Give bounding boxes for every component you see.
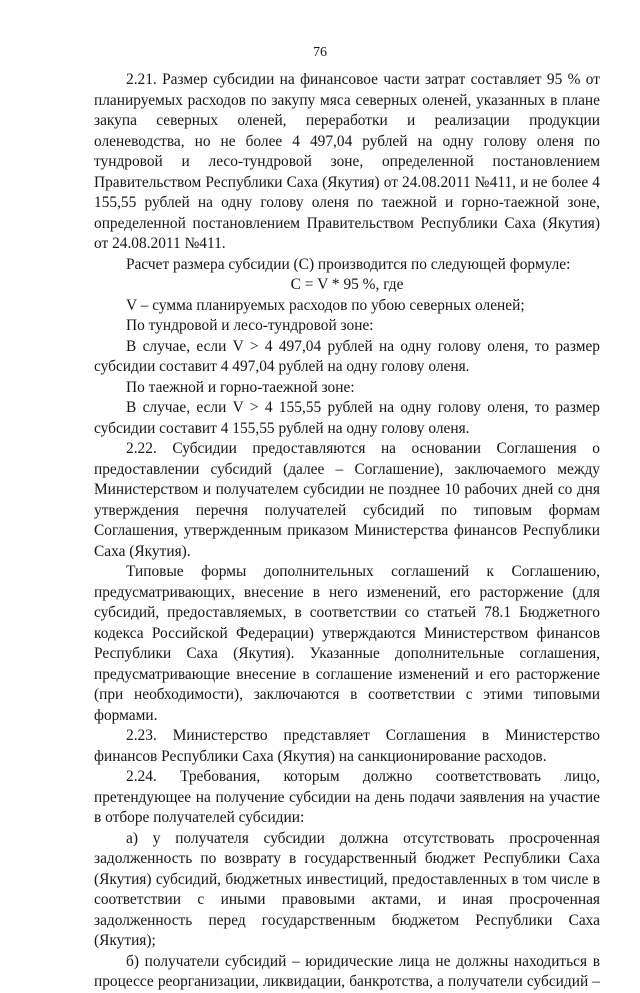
page-number: 76 (313, 45, 327, 60)
paragraph-typical-forms: Типовые формы дополнительных соглашений к Соглашению, предусматривающих, внесение в него изменений, его расторжение (для субсидий, предоставляемых, в соответствии со статьей 78.1 Бюджетного кодекса Российской Федерации) утверждаются Министерством финансов Республики Саха (Якутия). Указанные дополнительные соглашения, предусматривающие внесение в соглашение изменений и его расторжение (при необходимости), заключаются в соответствии с этими типовыми формами. (94, 563, 600, 724)
paragraph-formula-intro: Расчет размера субсидии (С) производится по следующей формуле: (126, 255, 571, 273)
paragraph-tundra-case: В случае, если V > 4 497,04 рублей на одну голову оленя, то размер субсидии составит 4 497,04 рублей на одну голову оленя. (94, 337, 600, 375)
paragraph-item-b: б) получатели субсидий – юридические лица не должны находиться в процессе реорганизации, ликвидации, банкротства, а получатели субсидий – (94, 952, 600, 990)
paragraph-formula: С = V * 95 %, где (290, 276, 404, 293)
paragraph-item-a: а) у получателя субсидии должна отсутствовать просроченная задолженность по возврату в государственный бюджет Республики Саха (Якутия) субсидий, бюджетных инвестиций, предоставленных в том числе в соответствии с иными правовыми актами, и иная просроченная задолженность перед государственным бюджетом Республики Саха (Якутия); (94, 829, 600, 949)
paragraph-taiga-heading: По таежной и горно-таежной зоне: (126, 378, 355, 396)
paragraph-2-23: 2.23. Министерство представляет Соглашения в Министерство финансов Республики Саха (Якутия) на санкционирование расходов. (94, 727, 600, 765)
paragraph-2-22: 2.22. Субсидии предоставляются на основании Соглашения о предоставлении субсидий (далее – Соглашение), заключаемого между Министерством и получателем субсидии не позднее 10 рабочих дней со дня утверждения перечня получателей субсидий по типовым формам Соглашения, утвержденным приказом Министерства финансов Республики Саха (Якутия). (94, 440, 600, 560)
document-body (94, 70, 600, 993)
paragraph-taiga-case: В случае, если V > 4 155,55 рублей на одну голову оленя, то размер субсидии составит 4 155,55 рублей на одну голову оленя. (94, 399, 600, 437)
paragraph-2-21: 2.21. Размер субсидии на финансовое части затрат составляет 95 % от планируемых расходов по закупу мяса северных оленей, указанных в плане закупа северных оленей, переработки и реализации продукции оленеводства, но не более 4 497,04 рублей на одну голову оленя по тундровой и лесо-тундровой зоне, определенной постановлением Правительством Республики Саха (Якутия) от 24.08.2011 №411, и не более 4 155,55 рублей на одну голову оленя по таежной и горно-таежной зоне, определенной постановлением Правительством Республики Саха (Якутия) от 24.08.2011 №411. (94, 71, 600, 252)
paragraph-2-24: 2.24. Требования, которым должно соответствовать лицо, претендующее на получение субсидии на день подачи заявления на участие в отборе получателей субсидии: (94, 768, 600, 826)
paragraph-tundra-heading: По тундровой и лесо-тундровой зоне: (126, 317, 374, 334)
paragraph-v-definition: V – сумма планируемых расходов по убою северных оленей; (126, 296, 525, 314)
